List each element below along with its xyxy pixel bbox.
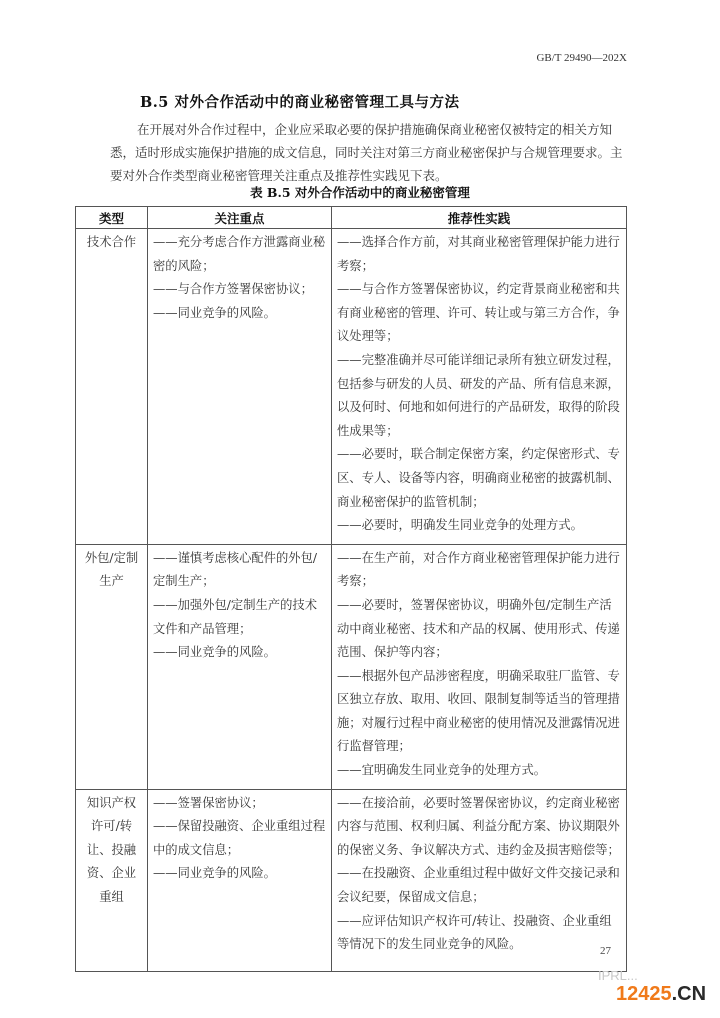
practice-item: ——宜明确发生同业竞争的处理方式。 <box>337 763 547 778</box>
cell-focus <box>148 229 332 545</box>
practice-item: ——必要时，联合制定保密方案，约定保密形式、专区、专人、设备等内容，明确商业秘密的披露机制、商业秘密保护的监管机制； <box>337 447 620 509</box>
table-row <box>76 544 627 789</box>
intro-paragraph <box>110 118 630 187</box>
focus-item: ——同业竞争的风险。 <box>153 645 276 660</box>
cell-focus <box>148 789 332 971</box>
focus-item: ——同业竞争的风险。 <box>153 305 276 320</box>
table-row <box>76 789 627 971</box>
cell-practice <box>332 789 627 971</box>
cell-type: 技术合作 <box>76 229 148 545</box>
header-type: 类型 <box>76 207 148 229</box>
standard-number: GB/T 29490—202X <box>536 52 627 64</box>
table-caption: 表 B.5 对外合作活动中的商业秘密管理 <box>250 185 470 200</box>
practice-item: ——应评估知识产权许可/转让、投融资、企业重组等情况下的发生同业竞争的风险。 <box>337 913 612 952</box>
table-row <box>76 229 627 545</box>
header-focus: 关注重点 <box>148 207 332 229</box>
cell-practice <box>332 229 627 545</box>
cooperation-table <box>75 206 627 972</box>
watermark-suffix: .CN <box>671 983 707 1005</box>
focus-item: ——充分考虑合作方泄露商业秘密的风险； <box>153 235 326 273</box>
cell-type: 外包/定制生产 <box>76 544 148 789</box>
table-header-row <box>76 207 627 229</box>
focus-item: ——保留投融资、企业重组过程中的成文信息； <box>153 819 326 857</box>
practice-item: ——在投融资、企业重组过程中做好文件交接记录和会议纪要，保留成文信息； <box>337 866 620 905</box>
focus-item: ——与合作方签署保密协议； <box>153 282 313 297</box>
practice-item: ——在接洽前，必要时签署保密协议，约定商业秘密内容与范围、权利归属、利益分配方案、协议期限外的保密义务、争议解决方式、违约金及损害赔偿等； <box>337 795 620 857</box>
watermark-logo <box>616 983 706 1006</box>
cell-focus <box>148 544 332 789</box>
cell-practice <box>332 544 627 789</box>
focus-item: ——同业竞争的风险。 <box>153 866 276 881</box>
focus-item: ——谨慎考虑核心配件的外包/定制生产； <box>153 550 318 589</box>
cell-type: 知识产权许可/转让、投融资、企业重组 <box>76 789 148 971</box>
practice-item: ——与合作方签署保密协议，约定背景商业秘密和共有商业秘密的管理、许可、转让或与第三方合作，争议处理等； <box>337 282 620 344</box>
practice-item: ——必要时，签署保密协议，明确外包/定制生产活动中商业秘密、技术和产品的权属、使用形式、传递范围、保护等内容； <box>337 597 620 660</box>
header-practice: 推荐性实践 <box>332 207 627 229</box>
watermark-number: 12425 <box>616 983 672 1005</box>
section-title: B.5 对外合作活动中的商业秘密管理工具与方法 <box>140 94 460 111</box>
practice-item: ——必要时，明确发生同业竞争的处理方式。 <box>337 518 583 533</box>
focus-item: ——加强外包/定制生产的技术文件和产品管理； <box>153 597 318 636</box>
intro-text: 在开展对外合作过程中，企业应采取必要的保护措施确保商业秘密仅被特定的相关方知悉，适时形成实施保护措施的成文信息，同时关注对第三方商业秘密保护与合规管理要求。主要对外合作类型商业秘密管理关注重点及推荐性实践见下表。 <box>110 122 623 183</box>
focus-item: ——签署保密协议； <box>153 795 264 810</box>
page-number: 27 <box>600 945 611 957</box>
practice-item: ——完整准确并尽可能详细记录所有独立研发过程，包括参与研发的人员、研发的产品、所有信息来源，以及何时、何地和如何进行的产品研发，取得的阶段性成果等； <box>337 352 620 438</box>
practice-item: ——在生产前，对合作方商业秘密管理保护能力进行考察； <box>337 550 620 589</box>
practice-item: ——选择合作方前，对其商业秘密管理保护能力进行考察； <box>337 235 620 273</box>
watermark-faint-logo: IPRL... <box>598 968 638 983</box>
practice-item: ——根据外包产品涉密程度，明确采取驻厂监管、专区独立存放、取用、收回、限制复制等适当的管理措施；对履行过程中商业秘密的使用情况及泄露情况进行监督管理； <box>337 668 620 754</box>
